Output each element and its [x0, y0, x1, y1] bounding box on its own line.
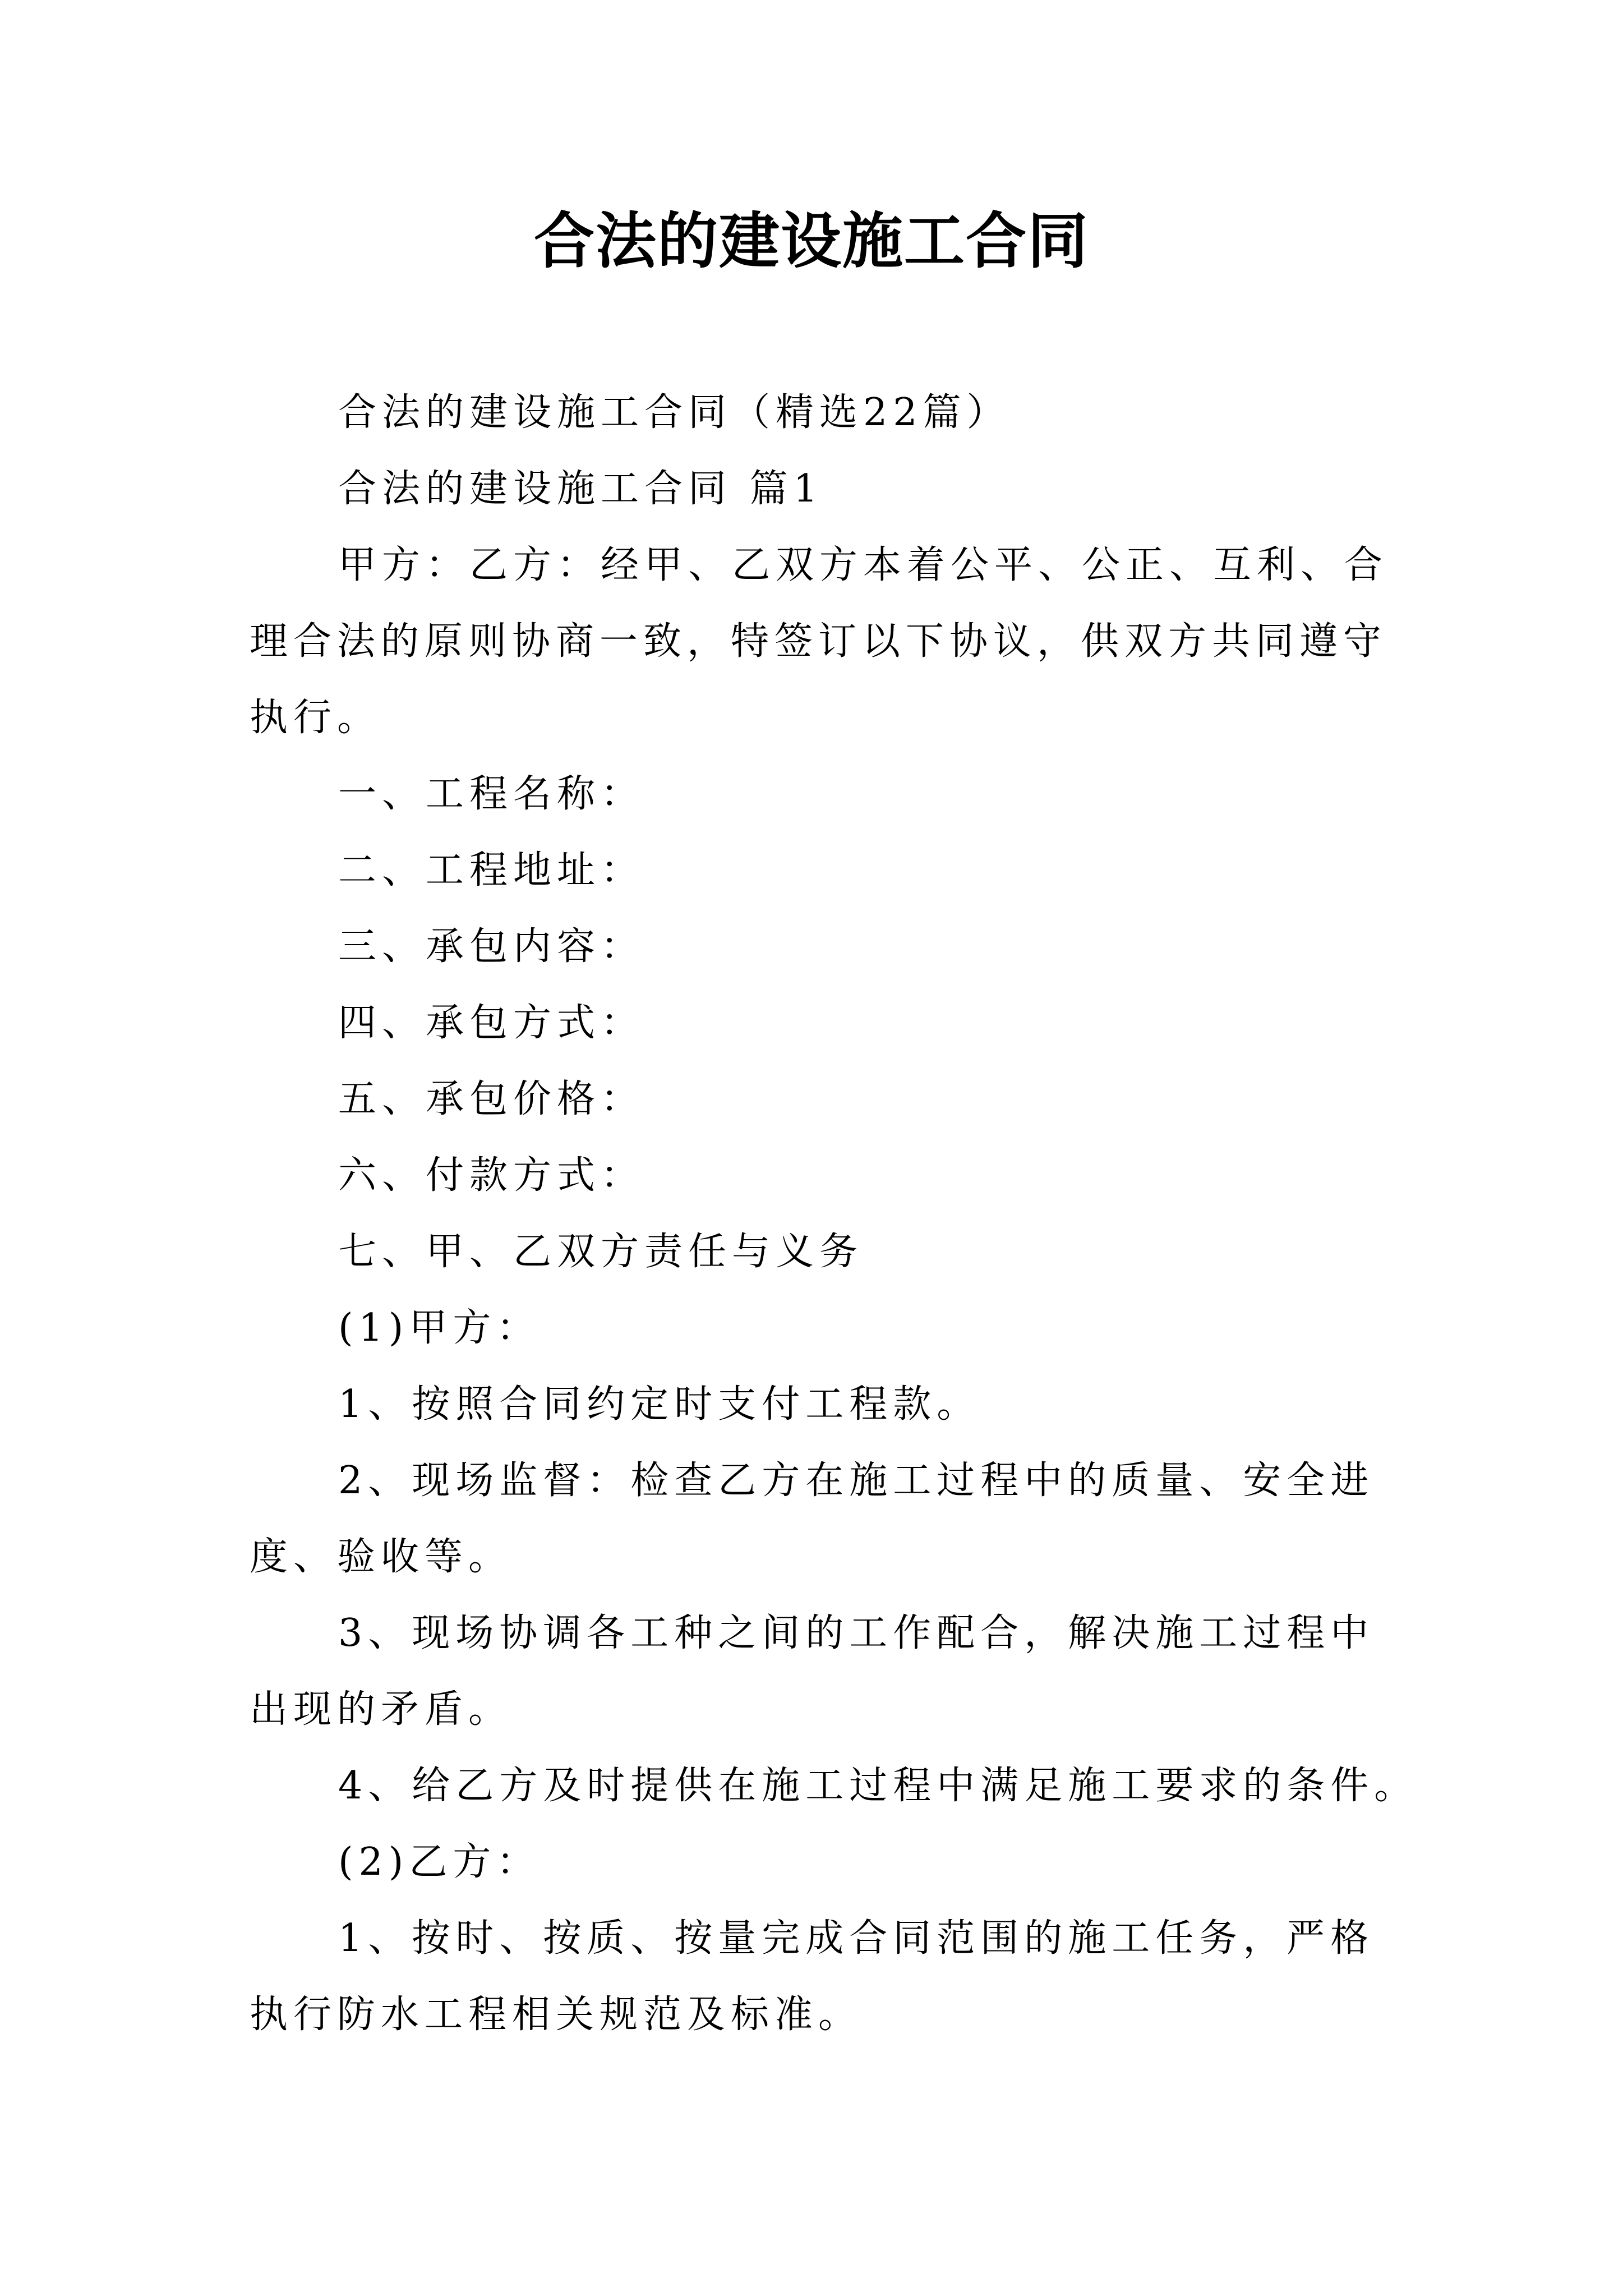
document-line: 六、付款方式：: [338, 1153, 645, 1198]
document-line: 执行。: [250, 696, 381, 740]
document-line: 出现的矛盾。: [250, 1687, 513, 1732]
document-line: 3、现场协调各工种之间的工作配合，解决施工过程中: [338, 1611, 1375, 1655]
document-line: (1)甲方：: [338, 1306, 541, 1350]
document-title: 合法的建设施工合同: [533, 206, 1089, 277]
document-line: 四、承包方式：: [338, 1001, 645, 1045]
document-line: 1、按照合同约定时支付工程款。: [338, 1382, 981, 1427]
document-line: 二、工程地址：: [338, 848, 645, 892]
document-line: 2、现场监督：检查乙方在施工过程中的质量、安全进: [338, 1458, 1375, 1503]
document-line: (2)乙方：: [338, 1840, 541, 1884]
document-line: 1、按时、按质、按量完成合同范围的施工任务，严格: [338, 1916, 1375, 1961]
document-line: 五、承包价格：: [338, 1077, 645, 1121]
document-line: 度、验收等。: [250, 1535, 513, 1579]
document-line: 执行防水工程相关规范及标准。: [250, 1993, 863, 2037]
document-body: [250, 375, 1418, 2053]
document-line: 4、给乙方及时提供在施工过程中满足施工要求的条件。: [338, 1764, 1418, 1808]
document-line: 七、甲、乙双方责任与义务: [338, 1230, 864, 1274]
document-line: 三、承包内容：: [338, 924, 645, 969]
document-line: 合法的建设施工合同 篇1: [338, 467, 823, 511]
document-line: 一、工程名称：: [338, 772, 645, 816]
document-line: 合法的建设施工合同（精选22篇）: [338, 390, 1011, 435]
document-line: 甲方：乙方：经甲、乙双方本着公平、公正、互利、合: [338, 543, 1389, 587]
document-line: 理合法的原则协商一致，特签订以下协议，供双方共同遵守: [250, 619, 1387, 664]
